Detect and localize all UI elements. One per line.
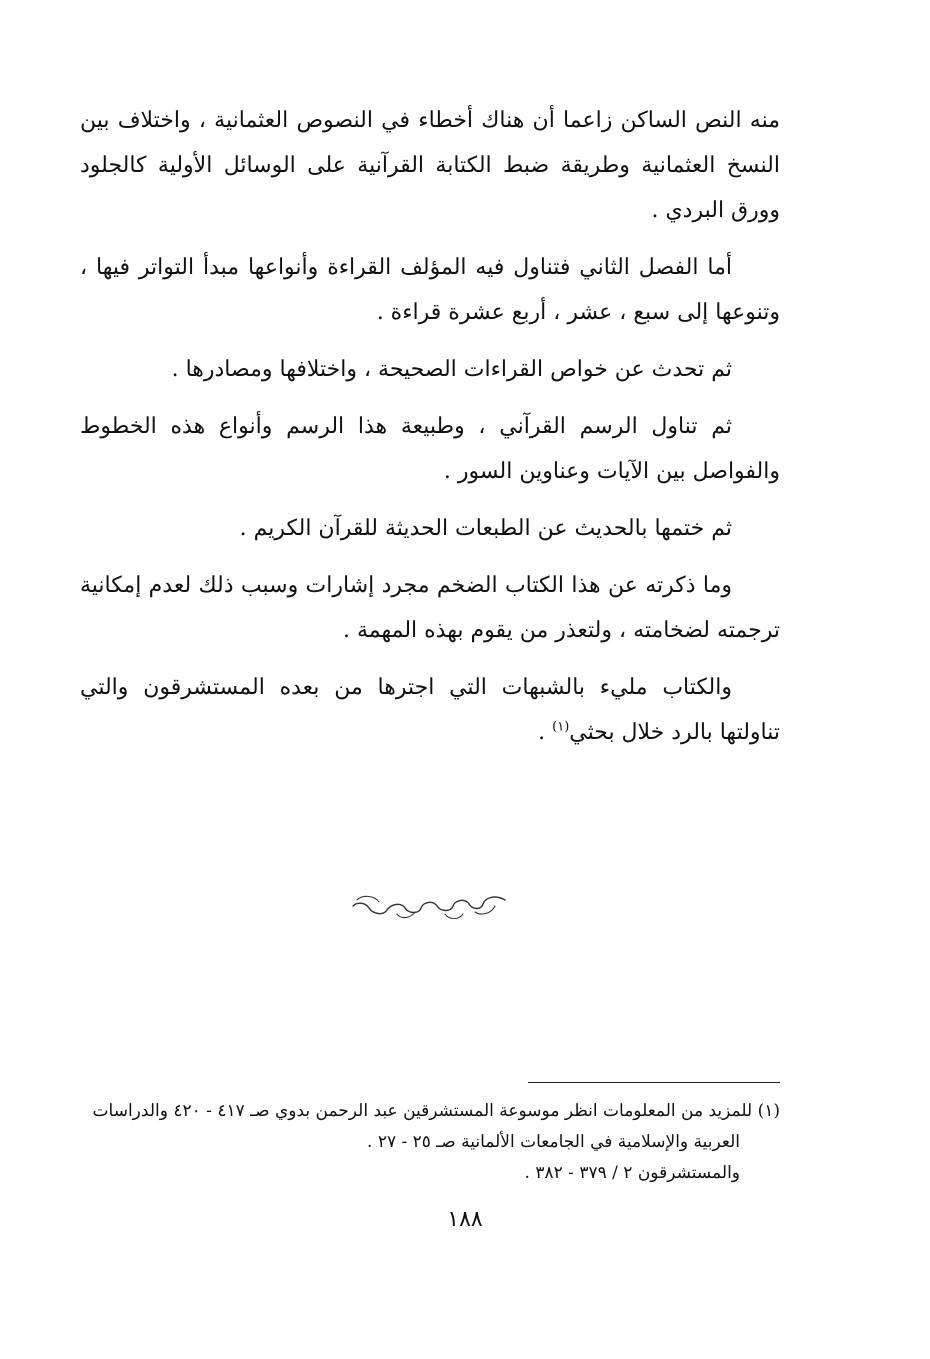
paragraph-1 <box>80 98 780 233</box>
footnotes <box>80 1096 780 1189</box>
paragraph-1-text: منه النص الساكن زاعما أن هناك أخطاء في النصوص العثمانية ، واختلاف بين النسخ العثمانية وطريقة ضبط الكتابة القرآنية على الوسائل الأولية كالجلود وورق البردي . <box>80 108 780 223</box>
footnote-1-line-3: والمستشرقون ٢ / ٣٧٩ - ٣٨٢ . <box>524 1163 740 1183</box>
main-text <box>80 98 780 767</box>
page-number: ١٨٨ <box>447 1207 483 1232</box>
paragraph-6-text: وما ذكرته عن هذا الكتاب الضخم مجرد إشارات وسبب ذلك لعدم إمكانية ترجمته لضخامته ، ولتعذر من يقوم بهذه المهمة . <box>80 573 780 643</box>
paragraph-2-text: أما الفصل الثاني فتناول فيه المؤلف القراءة وأنواعها مبدأ التواتر فيها ، وتنوعها إلى سبع ، عشر ، أربع عشرة قراءة . <box>80 255 780 325</box>
paragraph-7-end: . <box>538 720 553 745</box>
footnote-1-line-2: العربية والإسلامية في الجامعات الألمانية صـ ٢٥ - ٢٧ . <box>367 1132 740 1152</box>
paragraph-6 <box>80 563 780 653</box>
paragraph-7-text: والكتاب مليء بالشبهات التي اجترها من بعده المستشرقون والتي تناولتها بالرد خلال بحثي <box>80 675 780 745</box>
paragraph-4 <box>80 404 780 494</box>
calligraphic-flourish-icon <box>345 888 510 928</box>
paragraph-3-text: ثم تحدث عن خواص القراءات الصحيحة ، واختلافها ومصادرها . <box>171 357 732 382</box>
paragraph-5-text: ثم ختمها بالحديث عن الطبعات الحديثة للقرآن الكريم . <box>239 516 732 541</box>
paragraph-2 <box>80 245 780 335</box>
paragraph-4-text: ثم تناول الرسم القرآني ، وطبيعة هذا الرسم وأنواع هذه الخطوط والفواصل بين الآيات وعناوين السور . <box>80 414 780 484</box>
paragraph-3 <box>80 347 780 392</box>
footnote-1-line-1: (١) للمزيد من المعلومات انظر موسوعة المستشرقين عبد الرحمن بدوي صـ ٤١٧ - ٤٢٠ والدراسات <box>92 1101 780 1121</box>
paragraph-7 <box>80 665 780 755</box>
footnote-separator <box>528 1082 780 1083</box>
footnote-reference[interactable]: (١) <box>552 719 570 735</box>
paragraph-5 <box>80 506 780 551</box>
